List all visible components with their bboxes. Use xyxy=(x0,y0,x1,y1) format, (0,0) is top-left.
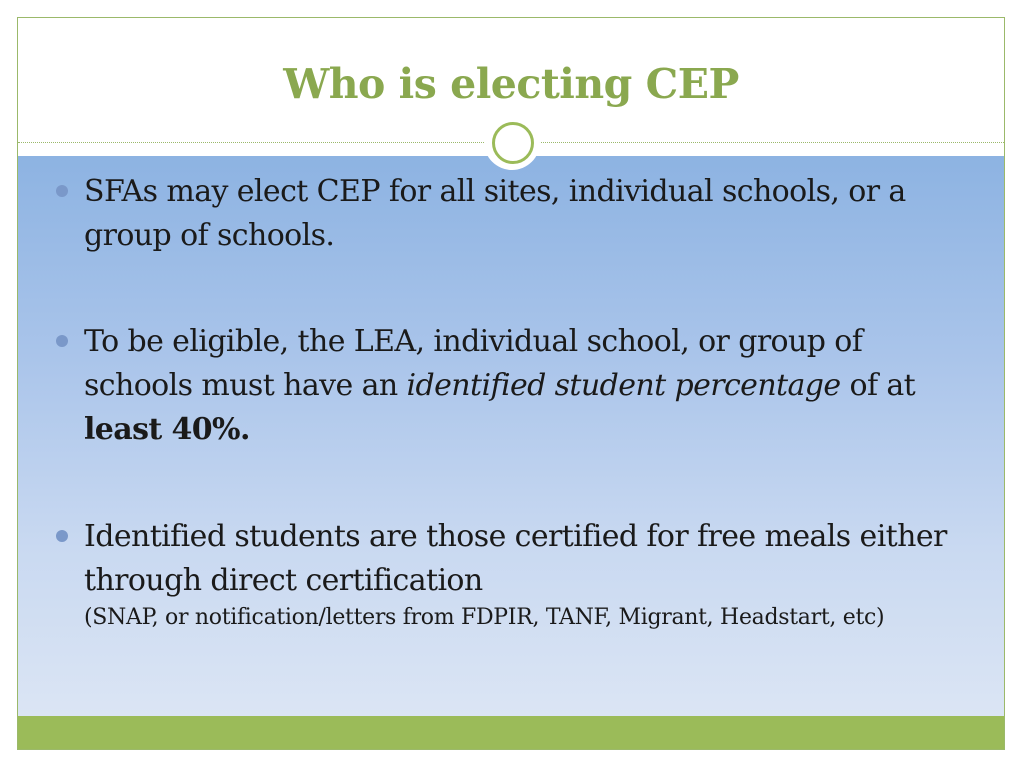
bullet-strong: least 40%. xyxy=(84,412,250,447)
bullet-item xyxy=(84,170,954,258)
bullet-dot-icon xyxy=(56,530,68,542)
circle-ring-icon xyxy=(484,114,540,170)
bullet-text: To be eligible, the LEA, individual school, or group of schools must have an xyxy=(84,324,863,403)
bullet-text: SFAs may elect CEP for all sites, individual schools, or a group of schools. xyxy=(84,174,906,253)
bullet-text-middle: of at xyxy=(840,368,916,403)
slide-title: Who is electing CEP xyxy=(283,60,739,108)
bullet-dot-icon xyxy=(56,185,68,197)
bullet-emphasis: identified student percentage xyxy=(406,368,841,403)
bullet-text: Identified students are those certified for free meals either through direct certification xyxy=(84,519,947,598)
ornament-ring xyxy=(492,122,534,164)
bullet-dot-icon xyxy=(56,335,68,347)
bullet-note: (SNAP, or notification/letters from FDPIR, TANF, Migrant, Headstart, etc) xyxy=(84,605,885,630)
bullet-item xyxy=(84,515,954,634)
bullet-item xyxy=(84,320,954,452)
